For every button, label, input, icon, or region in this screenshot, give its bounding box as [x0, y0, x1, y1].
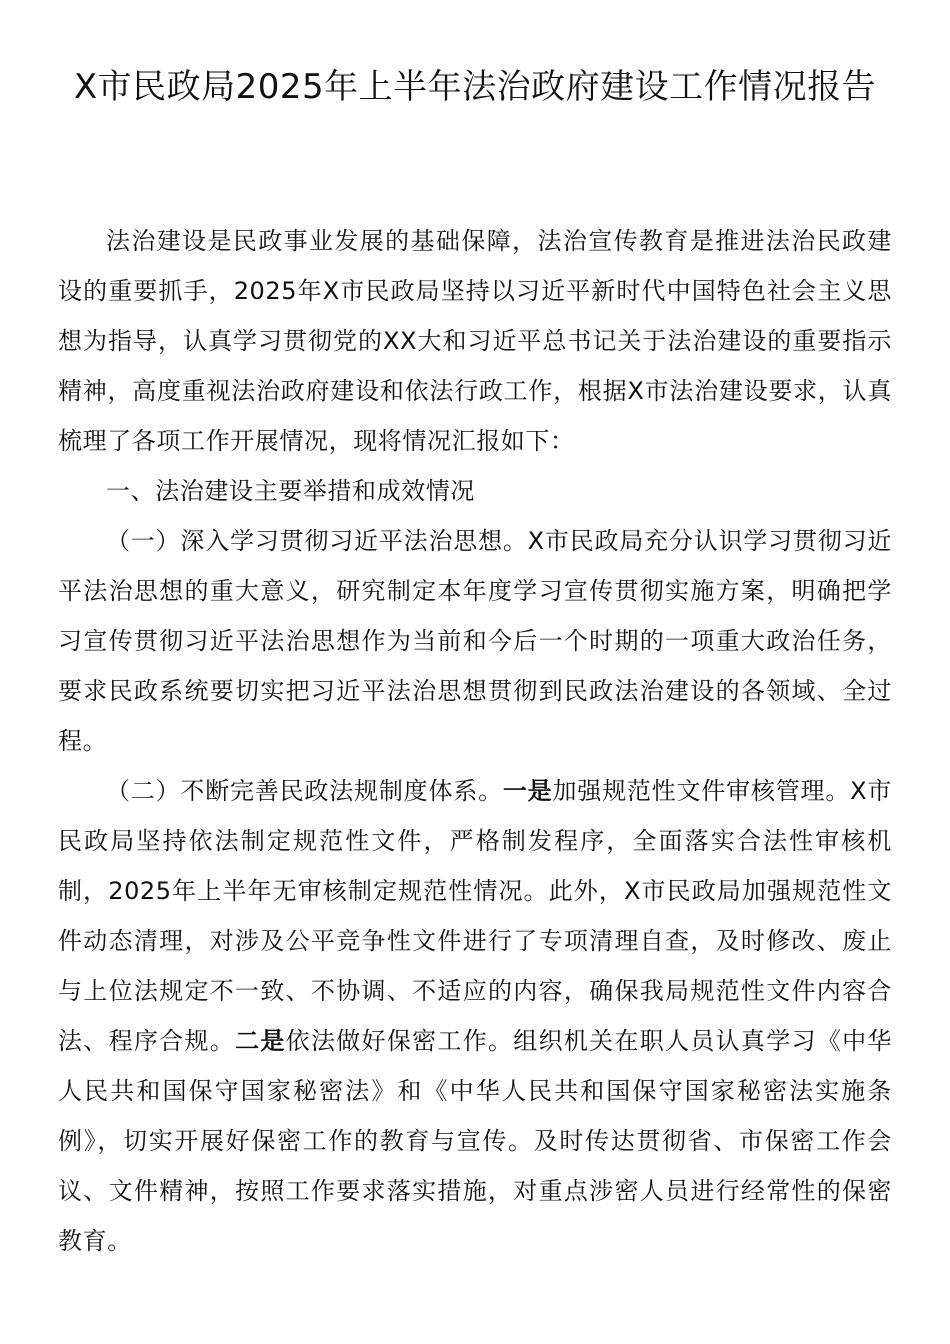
document-body — [58, 216, 892, 1266]
point-2-text: 依法做好保密工作。组织机关在职人员认真学习《中华人民共和国保守国家秘密法》和《中华人民共和国保守国家秘密法实施条例》，切实开展好保密工作的教育与宣传。及时传达贯彻省、市保密工作会议、文件精神，按照工作要求落实措施，对重点涉密人员进行经常性的保密教育。 — [58, 1027, 893, 1255]
point-1-label: 一是 — [502, 777, 553, 805]
item-2-lead: （二）不断完善民政法规制度体系。 — [106, 777, 503, 805]
intro-paragraph: 法治建设是民政事业发展的基础保障，法治宣传教育是推进法治民政建设的重要抓手，2025年X市民政局坚持以习近平新时代中国特色社会主义思想为指导，认真学习贯彻党的XX大和习近平总书记关于法治建设的重要指示精神，高度重视法治政府建设和依法行政工作，根据X市法治建设要求，认真梳理了各项工作开展情况，现将情况汇报如下： — [58, 227, 892, 455]
item-2-paragraph — [58, 766, 892, 1266]
item-1-paragraph: （一）深入学习贯彻习近平法治思想。X市民政局充分认识学习贯彻习近平法治思想的重大意义，研究制定本年度学习宣传贯彻实施方案，明确把学习宣传贯彻习近平法治思想作为当前和今后一个时期的一项重大政治任务，要求民政系统要切实把习近平法治思想贯彻到民政法治建设的各领域、全过程。 — [58, 527, 892, 755]
document-title: X市民政局2025年上半年法治政府建设工作情况报告 — [73, 67, 877, 107]
section-heading: 一、法治建设主要举措和成效情况 — [106, 477, 475, 505]
point-2-label: 二是 — [235, 1027, 286, 1055]
point-1-text: 加强规范性文件审核管理。X市民政局坚持依法制定规范性文件，严格制发程序，全面落实合法性审核机制，2025年上半年无审核制定规范性情况。此外，X市民政局加强规范性文件动态清理，对涉及公平竞争性文件进行了专项清理自查，及时修改、废止与上位法规定不一致、不协调、不适应的内容，确保我局规范性文件内容合法、程序合规。 — [58, 777, 892, 1055]
